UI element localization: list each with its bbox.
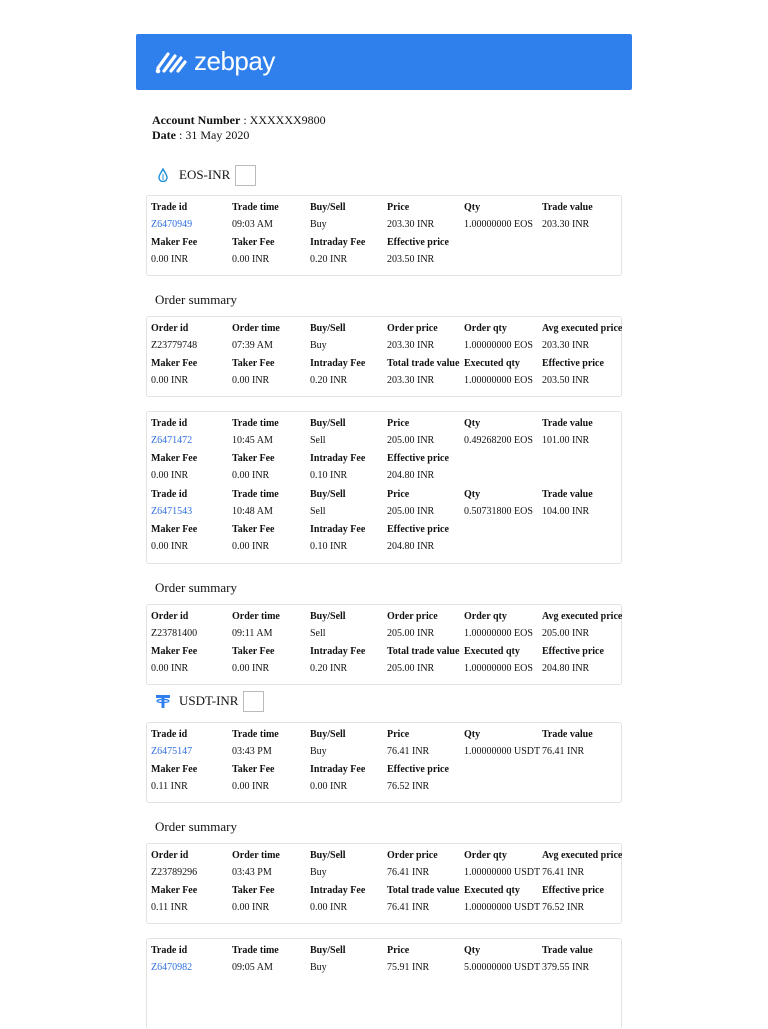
trade-header-row <box>147 415 621 433</box>
order-fee-header-row <box>147 882 621 900</box>
effective-price: 76.52 INR <box>542 902 585 913</box>
col-qty: Qty <box>464 729 481 740</box>
col-taker-fee: Taker Fee <box>232 646 275 657</box>
col-intraday-fee: Intraday Fee <box>310 646 366 657</box>
trade-side: Buy <box>310 962 327 973</box>
col-total-trade-value: Total trade value <box>387 885 460 896</box>
fee-header-row <box>147 521 621 539</box>
order-id: Z23789296 <box>151 867 198 878</box>
col-order-time: Order time <box>232 611 280 622</box>
col-trade-id: Trade id <box>151 489 188 500</box>
maker-fee: 0.00 INR <box>151 470 189 481</box>
pair-eos-inr <box>154 164 256 186</box>
order-qty: 1.00000000 EOS <box>464 340 533 351</box>
effective-price: 204.80 INR <box>542 663 590 674</box>
order-card <box>146 843 622 924</box>
col-maker-fee: Maker Fee <box>151 885 198 896</box>
trade-card <box>146 195 622 276</box>
fee-header-row <box>147 450 621 468</box>
executed-qty: 1.00000000 USDT <box>464 902 541 913</box>
trade-id-link[interactable]: Z6470982 <box>151 962 193 973</box>
col-intraday-fee: Intraday Fee <box>310 524 366 535</box>
col-trade-value: Trade value <box>542 945 593 956</box>
trade-side: Sell <box>310 435 326 446</box>
col-taker-fee: Taker Fee <box>232 358 275 369</box>
maker-fee: 0.11 INR <box>151 902 188 913</box>
col-price: Price <box>387 418 410 429</box>
order-row <box>147 337 621 355</box>
taker-fee: 0.00 INR <box>232 663 270 674</box>
trade-qty: 1.00000000 EOS <box>464 219 533 230</box>
order-fee-row <box>147 372 621 390</box>
col-intraday-fee: Intraday Fee <box>310 885 366 896</box>
trade-side: Buy <box>310 219 327 230</box>
order-header-row <box>147 320 621 338</box>
zebpay-mark-icon <box>154 46 188 76</box>
col-effective-price: Effective price <box>542 885 604 896</box>
trade-qty: 0.50731800 EOS <box>464 506 533 517</box>
total-trade-value: 205.00 INR <box>387 663 435 674</box>
maker-fee: 0.11 INR <box>151 781 188 792</box>
order-side: Buy <box>310 340 327 351</box>
col-taker-fee: Taker Fee <box>232 453 275 464</box>
col-buy-sell: Buy/Sell <box>310 729 346 740</box>
executed-qty: 1.00000000 EOS <box>464 375 533 386</box>
avg-executed-price: 203.30 INR <box>542 340 590 351</box>
col-effective-price: Effective price <box>542 358 604 369</box>
order-side: Buy <box>310 867 327 878</box>
col-maker-fee: Maker Fee <box>151 764 198 775</box>
trade-value: 101.00 INR <box>542 435 590 446</box>
fee-header-row <box>147 234 621 252</box>
col-qty: Qty <box>464 489 481 500</box>
trade-price: 205.00 INR <box>387 435 435 446</box>
order-side: Sell <box>310 628 326 639</box>
taker-fee: 0.00 INR <box>232 470 270 481</box>
col-order-time: Order time <box>232 850 280 861</box>
order-id: Z23779748 <box>151 340 198 351</box>
order-time: 07:39 AM <box>232 340 273 351</box>
col-trade-value: Trade value <box>542 729 593 740</box>
col-order-qty: Order qty <box>464 323 507 334</box>
date-label: Date <box>152 128 176 142</box>
col-qty: Qty <box>464 202 481 213</box>
fee-row <box>147 467 621 485</box>
account-number-label: Account Number <box>152 113 241 127</box>
col-order-price: Order price <box>387 323 438 334</box>
effective-price: 203.50 INR <box>387 254 435 265</box>
account-number: XXXXXX9800 <box>249 113 326 127</box>
trade-id-link[interactable]: Z6470949 <box>151 219 193 230</box>
intraday-fee: 0.20 INR <box>310 375 348 386</box>
col-order-id: Order id <box>151 611 189 622</box>
trade-value: 203.30 INR <box>542 219 590 230</box>
pair-checkbox[interactable] <box>243 691 264 712</box>
trade-qty: 5.00000000 USDT <box>464 962 541 973</box>
col-buy-sell: Buy/Sell <box>310 945 346 956</box>
brand-name: zebpay <box>194 46 275 76</box>
trade-value: 104.00 INR <box>542 506 590 517</box>
maker-fee: 0.00 INR <box>151 254 189 265</box>
trade-row <box>147 503 621 521</box>
col-order-qty: Order qty <box>464 850 507 861</box>
intraday-fee: 0.20 INR <box>310 254 348 265</box>
col-taker-fee: Taker Fee <box>232 524 275 535</box>
col-trade-value: Trade value <box>542 202 593 213</box>
order-id: Z23781400 <box>151 628 198 639</box>
trade-time: 09:05 AM <box>232 962 273 973</box>
pair-label: USDT-INR <box>179 693 239 708</box>
col-price: Price <box>387 729 410 740</box>
col-buy-sell: Buy/Sell <box>310 611 346 622</box>
col-order-price: Order price <box>387 850 438 861</box>
effective-price: 204.80 INR <box>387 541 435 552</box>
order-summary-title: Order summary <box>155 292 237 307</box>
statement-date: 31 May 2020 <box>185 128 250 142</box>
date-line: Date : 31 May 2020 <box>152 128 250 142</box>
trade-id-link[interactable]: Z6471472 <box>151 435 193 446</box>
effective-price: 204.80 INR <box>387 470 435 481</box>
trade-time: 10:48 AM <box>232 506 273 517</box>
taker-fee: 0.00 INR <box>232 781 270 792</box>
col-effective-price: Effective price <box>387 764 449 775</box>
effective-price: 76.52 INR <box>387 781 430 792</box>
intraday-fee: 0.10 INR <box>310 541 348 552</box>
order-fee-row <box>147 660 621 678</box>
trade-price: 203.30 INR <box>387 219 435 230</box>
order-header-row <box>147 847 621 865</box>
tether-icon <box>154 692 172 710</box>
trade-value: 379.55 INR <box>542 962 590 973</box>
pair-label: EOS-INR <box>179 167 231 182</box>
trade-side: Buy <box>310 746 327 757</box>
eos-drop-icon <box>154 166 172 184</box>
order-card <box>146 316 622 397</box>
order-row <box>147 625 621 643</box>
trade-qty: 0.49268200 EOS <box>464 435 533 446</box>
col-avg-executed-price: Avg executed price <box>542 850 623 861</box>
col-maker-fee: Maker Fee <box>151 453 198 464</box>
order-qty: 1.00000000 EOS <box>464 628 533 639</box>
trade-time: 09:03 AM <box>232 219 273 230</box>
col-trade-time: Trade time <box>232 945 279 956</box>
trade-row <box>147 216 621 234</box>
total-trade-value: 203.30 INR <box>387 375 435 386</box>
order-time: 09:11 AM <box>232 628 273 639</box>
col-buy-sell: Buy/Sell <box>310 489 346 500</box>
col-executed-qty: Executed qty <box>464 646 520 657</box>
col-avg-executed-price: Avg executed price <box>542 611 623 622</box>
col-taker-fee: Taker Fee <box>232 237 275 248</box>
col-trade-id: Trade id <box>151 418 188 429</box>
col-avg-executed-price: Avg executed price <box>542 323 623 334</box>
col-buy-sell: Buy/Sell <box>310 323 346 334</box>
fee-row <box>147 251 621 269</box>
avg-executed-price: 205.00 INR <box>542 628 590 639</box>
col-trade-time: Trade time <box>232 729 279 740</box>
col-buy-sell: Buy/Sell <box>310 850 346 861</box>
avg-executed-price: 76.41 INR <box>542 867 585 878</box>
col-executed-qty: Executed qty <box>464 885 520 896</box>
order-summary-title: Order summary <box>155 580 237 595</box>
trade-time: 10:45 AM <box>232 435 273 446</box>
col-buy-sell: Buy/Sell <box>310 202 346 213</box>
trade-header-row <box>147 199 621 217</box>
order-card <box>146 604 622 685</box>
order-summary-title: Order summary <box>155 819 237 834</box>
account-number-line: Account Number : XXXXXX9800 <box>152 113 326 127</box>
fee-header-row <box>147 761 621 779</box>
col-price: Price <box>387 489 410 500</box>
col-effective-price: Effective price <box>387 524 449 535</box>
col-trade-id: Trade id <box>151 729 188 740</box>
col-trade-value: Trade value <box>542 489 593 500</box>
col-buy-sell: Buy/Sell <box>310 418 346 429</box>
trade-card <box>146 411 622 564</box>
col-trade-value: Trade value <box>542 418 593 429</box>
trade-header-row <box>147 942 621 960</box>
trade-price: 75.91 INR <box>387 962 430 973</box>
taker-fee: 0.00 INR <box>232 254 270 265</box>
executed-qty: 1.00000000 EOS <box>464 663 533 674</box>
col-order-price: Order price <box>387 611 438 622</box>
col-trade-time: Trade time <box>232 489 279 500</box>
col-maker-fee: Maker Fee <box>151 524 198 535</box>
col-qty: Qty <box>464 418 481 429</box>
brand-header <box>136 34 632 90</box>
col-intraday-fee: Intraday Fee <box>310 764 366 775</box>
col-executed-qty: Executed qty <box>464 358 520 369</box>
trade-row <box>147 743 621 761</box>
trade-price: 76.41 INR <box>387 746 430 757</box>
col-effective-price: Effective price <box>387 237 449 248</box>
order-row <box>147 864 621 882</box>
order-header-row <box>147 608 621 626</box>
col-maker-fee: Maker Fee <box>151 358 198 369</box>
effective-price: 203.50 INR <box>542 375 590 386</box>
col-order-id: Order id <box>151 323 189 334</box>
maker-fee: 0.00 INR <box>151 375 189 386</box>
trade-card <box>146 938 622 1029</box>
col-order-time: Order time <box>232 323 280 334</box>
order-fee-header-row <box>147 355 621 373</box>
col-price: Price <box>387 202 410 213</box>
col-trade-id: Trade id <box>151 202 188 213</box>
col-trade-id: Trade id <box>151 945 188 956</box>
trade-price: 205.00 INR <box>387 506 435 517</box>
col-trade-time: Trade time <box>232 202 279 213</box>
intraday-fee: 0.10 INR <box>310 470 348 481</box>
taker-fee: 0.00 INR <box>232 375 270 386</box>
order-price: 205.00 INR <box>387 628 435 639</box>
trade-header-row <box>147 726 621 744</box>
col-total-trade-value: Total trade value <box>387 358 460 369</box>
maker-fee: 0.00 INR <box>151 663 189 674</box>
col-effective-price: Effective price <box>542 646 604 657</box>
col-order-id: Order id <box>151 850 189 861</box>
trade-row <box>147 432 621 450</box>
col-intraday-fee: Intraday Fee <box>310 453 366 464</box>
trade-card <box>146 722 622 803</box>
trade-id-link[interactable]: Z6471543 <box>151 506 193 517</box>
trade-time: 03:43 PM <box>232 746 272 757</box>
trade-row <box>147 959 621 977</box>
col-maker-fee: Maker Fee <box>151 237 198 248</box>
order-fee-row <box>147 899 621 917</box>
order-price: 203.30 INR <box>387 340 435 351</box>
fee-row <box>147 778 621 796</box>
col-taker-fee: Taker Fee <box>232 764 275 775</box>
account-info <box>152 113 326 143</box>
col-trade-time: Trade time <box>232 418 279 429</box>
col-taker-fee: Taker Fee <box>232 885 275 896</box>
intraday-fee: 0.00 INR <box>310 781 348 792</box>
col-effective-price: Effective price <box>387 453 449 464</box>
zebpay-logo <box>154 46 275 76</box>
col-maker-fee: Maker Fee <box>151 646 198 657</box>
fee-row <box>147 538 621 556</box>
total-trade-value: 76.41 INR <box>387 902 430 913</box>
order-qty: 1.00000000 USDT <box>464 867 541 878</box>
order-price: 76.41 INR <box>387 867 430 878</box>
col-total-trade-value: Total trade value <box>387 646 460 657</box>
maker-fee: 0.00 INR <box>151 541 189 552</box>
trade-id-link[interactable]: Z6475147 <box>151 746 193 757</box>
col-intraday-fee: Intraday Fee <box>310 237 366 248</box>
trade-value: 76.41 INR <box>542 746 585 757</box>
pair-usdt-inr <box>154 690 264 712</box>
trade-qty: 1.00000000 USDT <box>464 746 541 757</box>
col-qty: Qty <box>464 945 481 956</box>
col-intraday-fee: Intraday Fee <box>310 358 366 369</box>
intraday-fee: 0.00 INR <box>310 902 348 913</box>
col-order-qty: Order qty <box>464 611 507 622</box>
intraday-fee: 0.20 INR <box>310 663 348 674</box>
pair-checkbox[interactable] <box>235 165 256 186</box>
taker-fee: 0.00 INR <box>232 541 270 552</box>
trade-header-row <box>147 486 621 504</box>
order-time: 03:43 PM <box>232 867 272 878</box>
trade-side: Sell <box>310 506 326 517</box>
order-fee-header-row <box>147 643 621 661</box>
col-price: Price <box>387 945 410 956</box>
taker-fee: 0.00 INR <box>232 902 270 913</box>
